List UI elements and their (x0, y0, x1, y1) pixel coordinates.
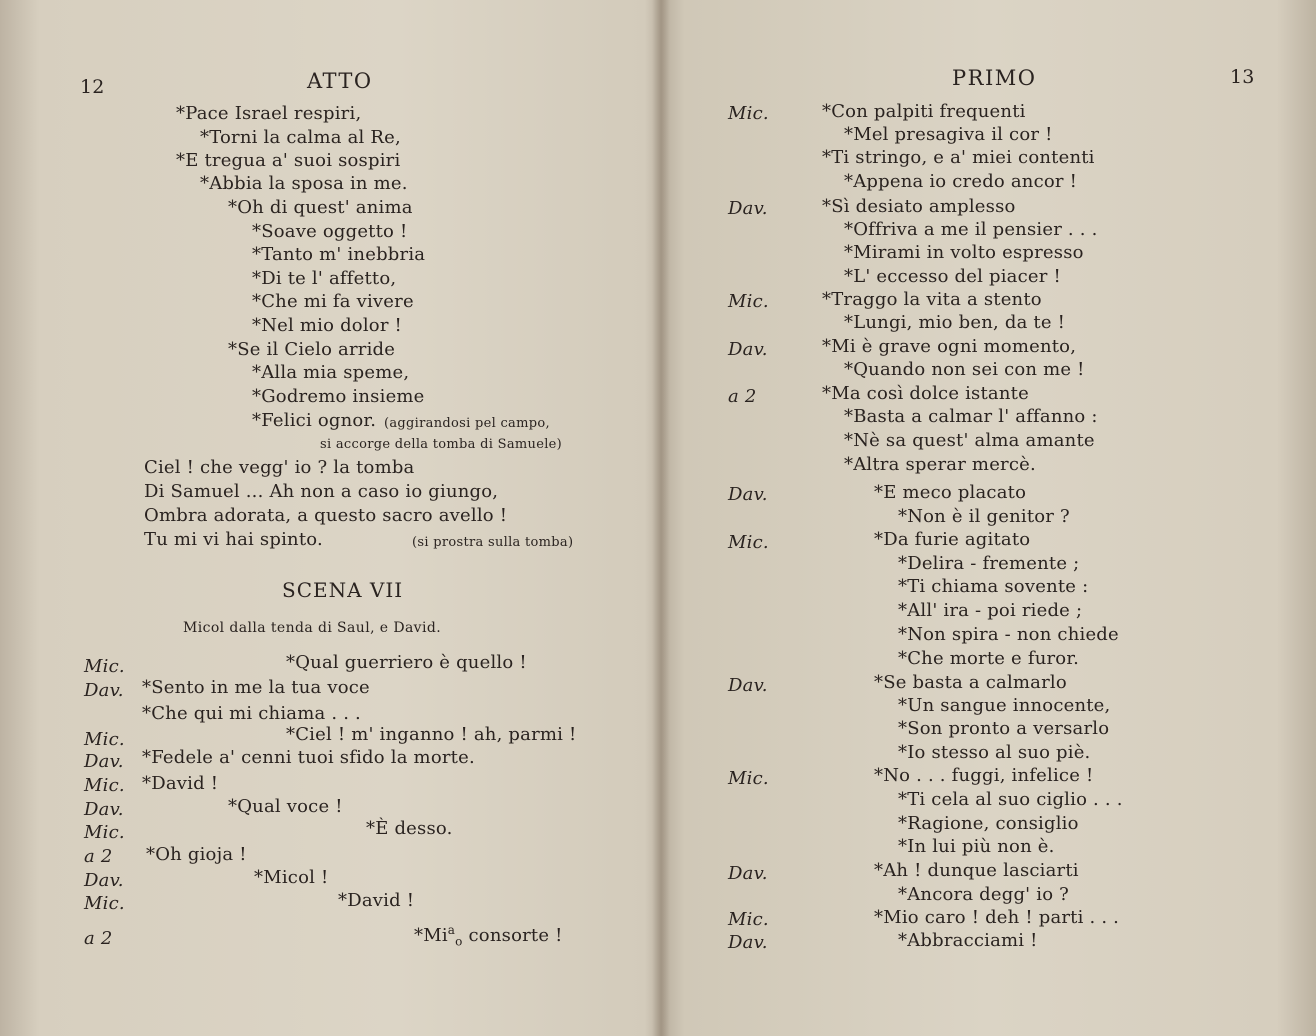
page-number: 13 (1230, 66, 1255, 88)
verse-line: *Tanto m' inebbria (252, 244, 426, 265)
stage-direction: (si prostra sulla tomba) (412, 535, 574, 550)
dialogue-line: *Un sangue innocente, (898, 695, 1111, 716)
speaker-label: Mic. (728, 103, 769, 124)
dialogue-line: *Sì desiato amplesso (822, 196, 1016, 217)
dialogue-line: *È desso. (366, 818, 453, 839)
final-line-tail: consorte ! (468, 925, 563, 946)
verse-line: Di Samuel ... Ah non a caso io giungo, (144, 481, 499, 502)
speaker-label: Mic. (84, 656, 125, 677)
dialogue-line: *Ragione, consiglio (898, 813, 1079, 834)
dialogue-line: *Traggo la vita a stento (822, 289, 1042, 310)
verse-line: *Felici ognor. (252, 410, 377, 431)
dialogue-line: *All' ira - poi riede ; (898, 600, 1083, 621)
dialogue-line: *Ancora degg' io ? (898, 884, 1070, 905)
speaker-label: Mic. (728, 291, 769, 312)
verse-line: Tu mi vi hai spinto. (144, 529, 323, 550)
final-subscript: o (455, 934, 463, 949)
dialogue-line: *Mio caro ! deh ! parti . . . (874, 907, 1120, 928)
dialogue-line: *Che morte e furor. (898, 648, 1080, 669)
verse-line: *Soave oggetto ! (252, 221, 408, 242)
speaker-label: Dav. (728, 863, 768, 884)
dialogue-line: *Non spira - non chiede (898, 624, 1119, 645)
dialogue-line: *Appena io credo ancor ! (844, 171, 1078, 192)
speaker-label: Dav. (84, 870, 124, 891)
verse-line: *Pace Israel respiri, (176, 103, 362, 124)
speaker-label: Mic. (84, 822, 125, 843)
running-header: ATTO (307, 69, 373, 93)
dialogue-line: *Se basta a calmarlo (874, 672, 1067, 693)
final-line (414, 925, 563, 947)
dialogue-line: *Che qui mi chiama . . . (142, 703, 361, 724)
speaker-label: Mic. (84, 729, 125, 750)
verse-line: *Nel mio dolor ! (252, 315, 402, 336)
dialogue-line: *Oh gioja ! (146, 844, 247, 865)
verse-line: *Godremo insieme (252, 386, 425, 407)
dialogue-line: *Ti stringo, e a' miei contenti (822, 147, 1095, 168)
dialogue-line: *Nè sa quest' alma amante (844, 430, 1095, 451)
dialogue-line: *David ! (338, 890, 415, 911)
final-line-start: *Mi (414, 925, 448, 946)
speaker-label: Dav. (84, 680, 124, 701)
dialogue-line: *Delira - fremente ; (898, 553, 1080, 574)
dialogue-line: *Con palpiti frequenti (822, 101, 1026, 122)
dialogue-line: *Lungi, mio ben, da te ! (844, 312, 1066, 333)
dialogue-line: *Ti chiama sovente : (898, 576, 1089, 597)
dialogue-line: *Altra sperar mercè. (844, 454, 1036, 475)
right-page (660, 0, 1316, 1036)
dialogue-line: *Da furie agitato (874, 529, 1031, 550)
dialogue-line: *Sento in me la tua voce (142, 677, 370, 698)
verse-line: *Che mi fa vivere (252, 291, 414, 312)
dialogue-line: *Ma così dolce istante (822, 383, 1029, 404)
speaker-label: Dav. (728, 675, 768, 696)
dialogue-line: *In lui più non è. (898, 836, 1055, 857)
speaker-label: Dav. (84, 751, 124, 772)
verse-line: *Torni la calma al Re, (200, 127, 401, 148)
dialogue-line: *Micol ! (254, 867, 329, 888)
verse-line: *Di te l' affetto, (252, 268, 397, 289)
dialogue-line: *Fedele a' cenni tuoi sfido la morte. (142, 747, 475, 768)
dialogue-line: *Ti cela al suo ciglio . . . (898, 789, 1123, 810)
dialogue-line: *Ciel ! m' inganno ! ah, parmi ! (286, 724, 577, 745)
dialogue-line: *Basta a calmar l' affanno : (844, 406, 1098, 427)
dialogue-line: *Ah ! dunque lasciarti (874, 860, 1079, 881)
verse-line: *Abbia la sposa in me. (200, 173, 408, 194)
speaker-label: Dav. (728, 198, 768, 219)
verse-line: Ombra adorata, a questo sacro avello ! (144, 505, 508, 526)
speaker-label: Mic. (728, 768, 769, 789)
speaker-label: Mic. (84, 893, 125, 914)
speaker-label: Mic. (728, 909, 769, 930)
dialogue-line: *Abbracciami ! (898, 930, 1038, 951)
final-superscript: a (447, 923, 456, 937)
verse-line: *E tregua a' suoi sospiri (176, 150, 401, 171)
dialogue-line: *No . . . fuggi, infelice ! (874, 765, 1094, 786)
dialogue-line: *Qual guerriero è quello ! (286, 652, 527, 673)
dialogue-line: *Non è il genitor ? (898, 506, 1070, 527)
speaker-label: Dav. (728, 339, 768, 360)
dialogue-line: *Quando non sei con me ! (844, 359, 1085, 380)
dialogue-line: *Qual voce ! (228, 796, 343, 817)
scene-title: SCENA VII (282, 578, 404, 602)
dialogue-line: *Mirami in volto espresso (844, 242, 1084, 263)
verse-line: *Oh di quest' anima (228, 197, 413, 218)
stage-direction: (aggirandosi pel campo, (384, 416, 550, 431)
page-number: 12 (80, 76, 105, 98)
speaker-label: a 2 (728, 386, 757, 407)
speaker-label: Dav. (84, 799, 124, 820)
speaker-label: a 2 (84, 846, 113, 867)
dialogue-line: *Mel presagiva il cor ! (844, 124, 1053, 145)
dialogue-line: *Son pronto a versarlo (898, 718, 1110, 739)
dialogue-line: *L' eccesso del piacer ! (844, 266, 1061, 287)
verse-line: Ciel ! che vegg' io ? la tomba (144, 457, 415, 478)
speaker-label: Mic. (728, 532, 769, 553)
dialogue-line: *Mi è grave ogni momento, (822, 336, 1077, 357)
scene-description: Micol dalla tenda di Saul, e David. (183, 620, 442, 636)
speaker-label: Dav. (728, 484, 768, 505)
running-header: PRIMO (952, 66, 1037, 90)
dialogue-line: *Offriva a me il pensier . . . (844, 219, 1098, 240)
dialogue-line: *David ! (142, 773, 219, 794)
stage-direction: si accorge della tomba di Samuele) (320, 437, 563, 452)
dialogue-line: *E meco placato (874, 482, 1027, 503)
verse-line: *Alla mia speme, (252, 362, 410, 383)
speaker-label: Mic. (84, 775, 125, 796)
verse-line: *Se il Cielo arride (228, 339, 396, 360)
dialogue-line: *Io stesso al suo piè. (898, 742, 1091, 763)
speaker-label: a 2 (84, 928, 113, 949)
speaker-label: Dav. (728, 932, 768, 953)
